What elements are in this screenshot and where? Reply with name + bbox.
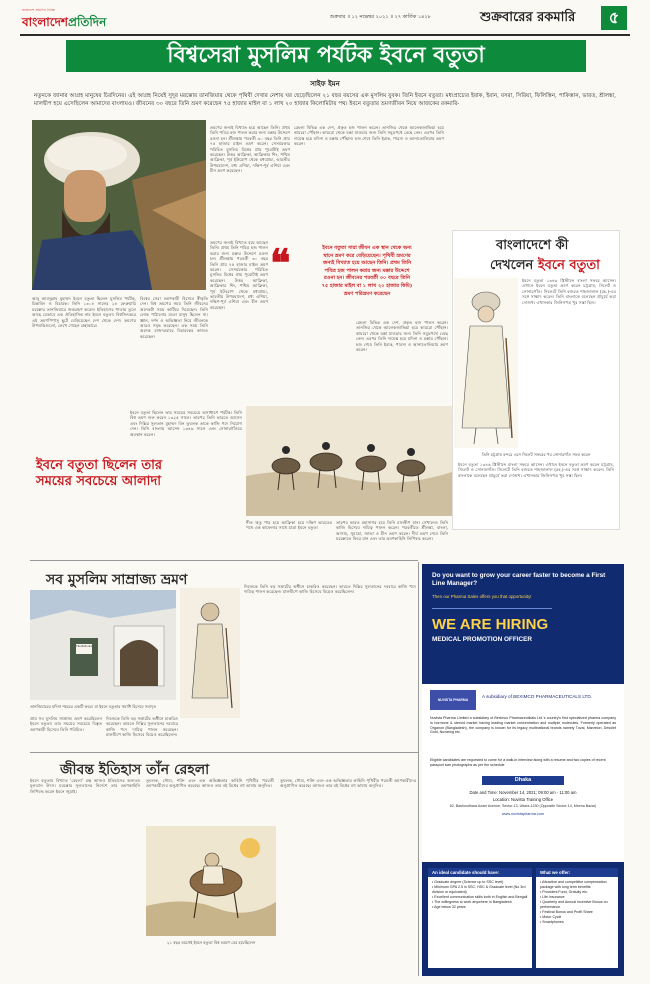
page-number: ৫ — [601, 6, 627, 30]
sidebar-title-line1: বাংলাদেশে কী — [496, 238, 569, 253]
ad-ideal-item: • The willingness to work anywhere in Bangladesh — [432, 900, 512, 904]
sidebar-traveler-illustration — [454, 278, 518, 448]
sub-quote: ইবনে বতুতা ছিলেন তার সময়ের সবচেয়ে আলাদা — [36, 458, 163, 489]
drawing-caption: শীত ঋতু পার হয়ে আফ্রিকা হয়ে দক্ষিণ ভারতের পথে এক কাফেলার সাথে যাত্রা ইবনে বতুতা — [246, 520, 332, 531]
sidebar-body-2: ইবনে বতুতা ১৩৪৬ খ্রিস্টাব্দে বাংলা সফরে আসেন। এখানে ইবনে বতুতা ভ্রমণ করেন চট্টগ্রাম, সিলেট ও সোনারগাঁও। সিলেটে তিনি হজরত শাহজালাল (রহ.)-এর সঙ্গে সাক্ষাৎ করেন। তিনি বাংলাকে বলেছেন প্রাচুর্যে ভরা দোজখ। এখানকার জিনিসপত্র খুব সস্তা ছিল। — [458, 462, 614, 478]
ad-headline: Do you want to grow your career faster to become a First Line Manager? — [432, 572, 606, 587]
ad-ideal-title: An ideal candidate should have: — [428, 868, 532, 877]
logo-tagline: বাংলাদেশ প্রতিদিন দৈনিক — [22, 8, 56, 12]
section-three-body-right: তুঘলক, সৌম্য, শক্তি এবং এক অভিজ্ঞতার কাহিনি পৃথিবীর পরবর্তী ভ্রমণকারীদের অনুপ্রাণিত করেছে। আজও তার বই বিশ্বের বহু ভাষায় অনূদিত। — [280, 778, 416, 789]
header-rule — [20, 34, 630, 36]
section-three-body-mid: তুঘলক, সৌম্য, শক্তি এবং এক অভিজ্ঞতার কাহিনি পৃথিবীর পরবর্তী ভ্রমণকারীদের অনুপ্রাণিত করেছে। আজও তার বই বিশ্বের বহু ভাষায় অনূদিত। — [146, 778, 274, 789]
headline: বিশ্বসেরা মুসলিম পর্যটক ইবনে বতুতা — [167, 43, 485, 68]
logo-wordmark: বাংলাদেশপ্রতিদিন — [22, 15, 107, 29]
ad-offer-item: • Life insurance — [540, 895, 565, 899]
column-mid-body: বিশ্বের সেরা ভ্রমণকারী হিসেবে স্বীকৃতি দেন। বিশ্ব ভ্রমণের সময় তিনি জীবনের অনেকটা সময় কাটিয়ে দিয়েছেন। তিনি লোক পাঠানোর মতো মানুষ ছিলেন না। জ্ঞান, দর্শন ও অভিজ্ঞতা নিয়ে জীবনকে আরও সমৃদ্ধ করেছেন। এক সময় তিনি অনেক রাজদরবারে বিচারকের কাজও করেছেন। — [140, 296, 208, 339]
ad-hiring: WE ARE HIRING — [432, 616, 549, 633]
traveler-figure-illustration — [180, 588, 240, 718]
section-divider — [30, 560, 418, 561]
sidebar-title-line2: দেখলেন ইবনে বতুতা — [490, 258, 600, 273]
ad-ideal-item: • Minimum GPA 2.5 in SSC, HSC & Graduate level (No 3rd division or equivalent) — [432, 885, 526, 894]
ad-ideal-list — [428, 877, 532, 913]
byline: সাইফ ইমন — [310, 80, 340, 88]
sidebar-caption: তিনি চট্টগ্রাম বন্দরে এসে সিলেট সফরের পর সোনারগাঁও সফর করেন — [481, 452, 591, 457]
ad-subsidiary: A subsidiary of BEXIMCO PHARMACEUTICALS LTD. — [482, 694, 592, 699]
intro-paragraph: নতুনকে জানার আগ্রহ মানুষের চিরদিনের। এই আগ্রহ নিয়েই সুদূর মরক্কোর তানজিয়ার থেকে পৃথিবী দেখার নেশায় ঘর ছেড়েছিলেন ২১ বছর বয়সের এক মুসলিম যুবক। তিনি ইবনে বতুতা। মধ্যপ্রাচ্যের ইরাক, ইরান, বসরা, সিরিয়া, ফিলিস্তিন, পাকিস্তান, ভারত, শ্রীলঙ্কা, মালদ্বীপ হয়ে এসেছিলেন আমাদের বাংলায়ও। জীবনের ৩০ বছরে তিনি ভ্রমণ করেছেন ৭৫ হাজার মাইল বা ১ লাখ ২০ হাজার কিলোমিটার পথ। ইবনে বতুতার ভ্রমণজীবন নিয়ে আজকের রকমারি- — [34, 93, 616, 108]
ad-about: Nuvista Pharma Limited a subsidiary of Beximco Pharmaceuticals Ltd.'s country's first specialized pharma company in hormone & steroid market having leading market concentration and multiple molecules. Formerly operated as Organon (Bangladesh), the company is known for its legacy multinational brands namely Tuval, Marvelon, Desolet Gold, Nuvaring etc. — [430, 716, 616, 735]
job-advertisement[interactable] — [422, 564, 624, 976]
caravan-drawing — [246, 406, 452, 516]
tomb-sign: The Bettoute — [76, 645, 92, 648]
ad-divider — [418, 562, 419, 976]
section-three-title: জীবন্ত ইতিহাস তাঁন রেহলা — [60, 762, 210, 778]
mid-right-body: তারপর ভারত মহাসাগর হয়ে তিনি মালদ্বীপ যান। সেখানেও তিনি কাজি হিসেবে দায়িত্ব পালন করেন। পরবর্তীতে শ্রীলঙ্কা, বাংলা, আসাম, সুমাত্রা, জাভা ও চীন ভ্রমণ করেন। দীর্ঘ ভ্রমণ শেষে তিনি মরক্কোতে ফিরে যান এবং তার ভ্রমণকাহিনি লিপিবদ্ধ করেন। — [336, 520, 448, 542]
ad-ideal-item: • Graduate degree (Science up to SSC level) — [432, 880, 504, 884]
ad-city-badge: Dhaka — [482, 776, 564, 785]
rehla-illustration — [146, 826, 276, 936]
section-two-body-right: নিজেকে তিনি বড় সম্রাটের অধীনে চাকরিও করেছেন। ভারতে দিল্লির সুলতানের দরবারে কাজি পদে দায়িত্ব পালন করেছেন। মালদ্বীপে কাজি হিসেবে বিয়েও করেছিলেন। — [244, 584, 416, 595]
ad-date-time: Date and Time: November 14, 2021; 09:00 am - 11:00 am — [469, 790, 577, 795]
tomb-photo — [30, 590, 176, 700]
quote-mark-icon: ❝ — [270, 240, 291, 285]
ad-offer-panel — [536, 868, 618, 968]
newspaper-logo[interactable] — [22, 8, 114, 30]
pull-quote: ইবনে বতুতা সারা জীবন এক স্থান থেকে অন্য স্থানে ভ্রমণ করে বেড়িয়েছেন। পৃথিবী ভ্রমণের জন্যই বিখ্যাত হয়ে আছেন তিনি। প্রথম তিনি পবিত্র হজ পালন করার জন্য মক্কার উদ্দেশে রওনা হন। জীবনের পরবর্তী ৩০ বছরে তিনি ৭৫ হাজার মাইল বা ১ লাখ ২০ হাজার কিমি) ভ্রমণ পরিভ্রমণ করেছেন — [321, 245, 413, 297]
ad-offer-item: • Smartphones — [540, 920, 564, 924]
dateline: শুক্রবার ॥ ১২ নভেম্বর ২০২১ ॥ ২৭ কার্তিক ১৪২৮ — [330, 14, 431, 20]
ad-ideal-item: • Age below 32 years — [432, 905, 466, 909]
column-r-body-2: রেহলা বিভিন্ন এক দেশ, প্রকৃত হজ পালন করেন। তানজির থেকে আলেকজান্দ্রিয়া হয়ে কায়রো পৌঁছান। কায়রো থেকে মক্কা যাওয়ার জন্য তিনি সমুদ্রপথে বেছে নেন। এরপর তিনি দামেস্ক হয়ে মদিনা ও মক্কায় পৌঁছান। হজ শেষে তিনি ইরাক, পারস্য ও আনাতোলিয়ায় ভ্রমণ করেন। — [356, 320, 448, 353]
column-r-body: রেহলা বিভিন্ন এক দেশ, প্রকৃত হজ পালন করেন। তানজির থেকে আলেকজান্দ্রিয়া হয়ে কায়রো পৌঁছান। কায়রো থেকে মক্কা যাওয়ার জন্য তিনি সমুদ্রপথে বেছে নেন। এরপর তিনি দামেস্ক হয়ে মদিনা ও মক্কায় পৌঁছান। হজ শেষে তিনি ইরাক, পারস্য ও আনাতোলিয়ায় ভ্রমণ করেন। — [294, 125, 444, 147]
section-two-body-left: প্রায় সব মুসলিম সাম্রাজ্য ভ্রমণ করেছিলেন ইবনে বতুতা। তার সময়ের সবচেয়ে বিস্তৃত ভ্রমণকারী হিসেবে তিনি পরিচিত। — [30, 716, 102, 732]
ad-offer-item: • Attractive and competitive compensation package with long term benefits — [540, 880, 607, 889]
ad-offer-item: • Festival Bonus and Profit Share — [540, 910, 593, 914]
column-left-body: আবু আবদুল্লাহ মুহাম্মদ ইবনে বতুতা ছিলেন মুসলিম পর্যটক, চিন্তাবিদ ও বিচারক। তিনি ১৩০৪ সালের ২৪ ফেব্রুয়ারি মরক্কোর তানজিয়ারে জন্মগ্রহণ করেন। ইতিহাসের পাতায় তুলে আছে যেভাবে এক ঐতিহাসিক নাম ইবনে বতুতা। বিশ্বজিৎকরে এই ভ্রমণপিপাসু ছুটে বেড়িয়েছেন দেশ থেকে দেশ। ভ্রমণের উপলব্ধিগুলো, লেখে গেছেন গ্রন্থাকারে। — [32, 296, 136, 329]
ad-offer-item: • Provident Fund, Gratuity etc. — [540, 890, 588, 894]
section-divider-2 — [30, 752, 418, 753]
headline-banner — [66, 40, 586, 72]
rehla-caption: ২১ বছর বয়সেই ইবনে বতুতা বিশ্ব ভ্রমণে বের হয়েছিলেন — [166, 940, 256, 945]
ad-rule — [432, 608, 552, 609]
section-two-title: সব মুসলিম সাম্রাজ্য ভ্রমণ — [46, 572, 188, 588]
section-two-body-left-2: নিজেকে তিনি বড় সম্রাটের অধীনে চাকরিও করেছেন। ভারতে দিল্লির সুলতানের দরবারে কাজি পদে দায়িত্ব পালন করেছেন। মালদ্বীপে কাজি হিসেবে বিয়েও করেছিলেন। — [106, 716, 178, 738]
nuvista-logo: NUVISTA PHARMA — [430, 690, 476, 710]
ad-eligibility: Eligible candidates are requested to come for a walk-in interview along with a resume and two copies of recent passport size photographs as per the schedule — [430, 758, 606, 767]
ad-ideal-panel — [428, 868, 532, 968]
section-name: শুক্রবারের রকমারি — [480, 10, 576, 25]
ad-website[interactable]: www.nuvistapharma.com — [501, 812, 545, 816]
section-three-body-left: ইবনে বতুতার বিখ্যাত 'রেহলা' গ্রন্থ আজও ইতিহাসের অন্যতম মূল্যবান উৎস। মরক্কোর সুলতানের নির্দেশে তার ভ্রমণকাহিনি লিপিবদ্ধ করেন ইবনে জুযাই। — [30, 778, 140, 794]
sidebar-body: ইবনে বতুতা ১৩৪৬ খ্রিস্টাব্দে বাংলা সফরে আসেন। এখানে ইবনে বতুতা ভ্রমণ করেন চট্টগ্রাম, সিলেট ও সোনারগাঁও। সিলেটে তিনি হজরত শাহজালাল (রহ.)-এর সঙ্গে সাক্ষাৎ করেন। তিনি বাংলাকে বলেছেন প্রাচুর্যে ভরা দোজখ। এখানকার জিনিসপত্র খুব সস্তা ছিল। — [522, 278, 616, 305]
ad-subhead: Then our Pharma Sales offers you that opportunity! — [432, 594, 532, 599]
ad-offer-list — [536, 877, 618, 928]
ad-address: 62, Bashundhara Azam Avenue, Sector-13, Uttara-1230 (Opposite Sector-14, Meena Bazar) — [449, 804, 597, 808]
ad-location: Location: Nuvista Training Office — [492, 797, 554, 802]
ad-ideal-item: • Excellent communication skills both in English and Bengali — [432, 895, 528, 899]
ad-offer-item: • Motor Cycle — [540, 915, 562, 919]
ad-offer-title: What we offer: — [536, 868, 618, 877]
column-c-body-2: ভ্রমণের জন্যই বিখ্যাত হয়ে আছেন তিনি। প্রথম তিনি পবিত্র হজ পালন করার জন্য মক্কার উদ্দেশে রওনা হন। শ্রীলঙ্কায় পরবর্তী ৩০ বছর তিনি প্রায় ৭৫ হাজার মাইল ভ্রমণ করেন। সেসময়কার পরিচিত মুসলিম বিশ্বের প্রায় পুরোটাই ভ্রমণ করেছেন। উত্তর আফ্রিকা, আফ্রিকার শিং, পশ্চিম আফ্রিকা, পূর্ব ইউরোপ থেকে মধ্যপ্রাচ্য, ভারতীয় উপমহাদেশ, মধ্য এশিয়া, দক্ষিণ-পূর্ব এশিয়া এবং চীন ভ্রমণ করেছেন। — [210, 240, 268, 310]
tomb-photo-caption: তানজিয়ারের মদিনা শহরের একটি কবর। যা ইবনে বতুতার সমাধি হিসেবে সমাদৃত — [30, 704, 157, 709]
ad-offer-item: • Quarterly and Annual Incentive Bonus on performance — [540, 900, 608, 909]
column-c-body: ভ্রমণের জন্যই বিখ্যাত হয়ে আছেন তিনি। প্রথম তিনি পবিত্র হজ পালন করার জন্য মক্কার উদ্দেশে রওনা হন। শ্রীলঙ্কায় পরবর্তী ৩০ বছর তিনি প্রায় ৭৫ হাজার মাইল ভ্রমণ করেন। সেসময়কার পরিচিত মুসলিম বিশ্বের প্রায় পুরোটাই ভ্রমণ করেছেন। উত্তর আফ্রিকা, আফ্রিকার শিং, পশ্চিম আফ্রিকা, পূর্ব ইউরোপ থেকে মধ্যপ্রাচ্য, ভারতীয় উপমহাদেশ, মধ্য এশিয়া, দক্ষিণ-পূর্ব এশিয়া এবং চীন ভ্রমণ করেছেন। — [210, 125, 290, 174]
mid-left-body: ইবনে বতুতা ছিলেন তার সময়ের সবচেয়ে অসাধারণ পর্যটক। তিনি বিশ্ব ভ্রমণ শুরু করেন ১৩২৫ সালে। তারপর তিনি ভারতে আসেন এবং দিল্লির সুলতান মুহাম্মদ বিন তুঘলক তাকে কাজি পদে নিয়োগ দেন। তিনি বাংলায় আসেন ১৩৪৬ সালে এবং সোনারগাঁওয়ে অবস্থান করেন। — [130, 410, 242, 437]
portrait-illustration — [32, 120, 206, 290]
ad-position: MEDICAL PROMOTION OFFICER — [432, 636, 533, 643]
ad-body-panel — [422, 684, 624, 862]
